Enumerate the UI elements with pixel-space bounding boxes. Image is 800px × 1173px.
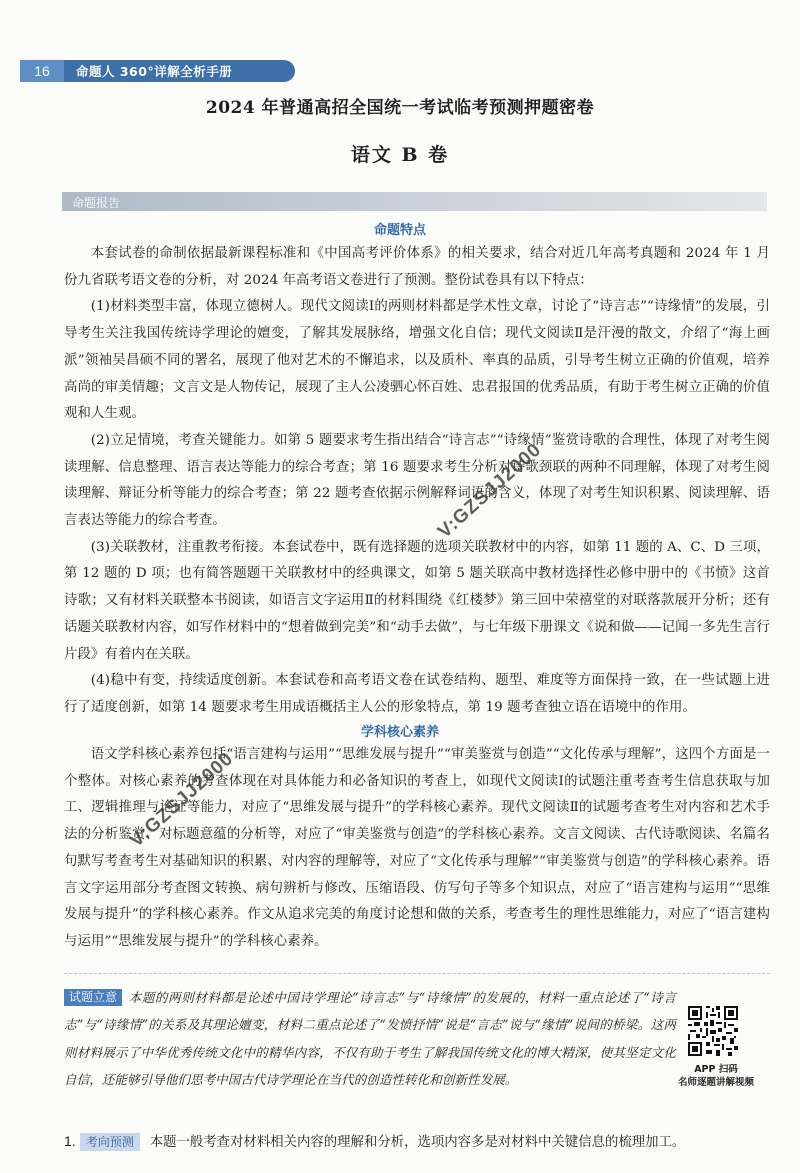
intent-text: 本题的两则材料都是论述中国诗学理论“诗言志”与“诗缘情”的发展的，材料一重点论述了“诗言志”与“诗缘情”的关系及其理论嬗变，材料二重点论述了“发愤抒情”说是“言志”说与“缘情”说间的桥梁。这两则材料展示了中华优秀传统文化中的精华内容，不仅有助于考生了解我国传统文化的博大精深，使其坚定文化自信，还能够引导他们思考中国古代诗学理论在当代的创造性转化和创新性发展。 (64, 990, 676, 1088)
qr-code-icon[interactable] (688, 1006, 738, 1056)
question-text: 本题一般考查对材料相关内容的理解和分析，选项内容多是对材料中关键信息的梳理加工。 (149, 1135, 686, 1150)
intent-tag: 试题立意 (64, 989, 122, 1006)
features-heading: 命题特点 (373, 223, 426, 238)
qr-label-line1: APP 扫码 (694, 1064, 738, 1075)
intent-note (64, 984, 676, 1094)
question-number: 1. (64, 1133, 76, 1149)
series-label: 命题人 360°详解全析手册 (76, 64, 233, 79)
features-paragraph: (3)关联教材，注重教考衔接。本套试卷中，既有选择题的选项关联教材中的内容，如第 11 题的 A、C、D 三项，第 12 题的 D 项；也有简答题题干关联教材中的经典课文，如第 5 题关联高中教材选择性必修中册中的《书愤》这首诗歌；又有材料关联整本书阅读，如语言文字运用Ⅱ的材料围绕《红楼梦》第三回中荣禧堂的对联落款展开分析；还有话题关联教材内容，如写作材料中的“想着做到完美”和“动手去做”，与七年级下册课文《说和做——记闻一多先生言行片段》有着内在关联。 (64, 539, 770, 662)
question-tag: 考向预测 (80, 1133, 140, 1151)
document-subtitle: 语文 B 卷 (350, 144, 450, 166)
page-number: 16 (20, 60, 64, 82)
features-paragraph: (2)立足情境，考查关键能力。如第 5 题要求考生指出结合“诗言志”“诗缘情”鉴赏诗歌的合理性，体现了对考生阅读理解、信息整理、语言表达等能力的综合考查；第 16 题要求考生分析对诗歌颈联的两种不同理解，体现了对考生阅读理解、辩证分析等能力的综合考查；第 22 题考查依据示例解释词语的含义，体现了对考生知识积累、阅读理解、语言表达等能力的综合考查。 (64, 432, 770, 529)
document-title: 2024 年普通高招全国统一考试临考预测押题密卷 (205, 98, 595, 118)
literacy-paragraph: 语文学科核心素养包括“语言建构与运用”“思维发展与提升”“审美鉴赏与创造”“文化传承与理解”，这四个方面是一个整体。对核心素养的考查体现在对具体能力和必备知识的考查上，如现代文阅读Ⅰ的试题注重考查考生信息获取与加工、逻辑推理与论证等能力，对应了“思维发展与提升”的学科核心素养。现代文阅读Ⅱ的试题考查考生对内容和艺术手法的分析鉴赏、对标题意蕴的分析等，对应了“审美鉴赏与创造”的学科核心素养。文言文阅读、古代诗歌阅读、名篇名句默写考查考生对基础知识的积累、对内容的理解等，对应了“文化传承与理解”“审美鉴赏与创造”的学科核心素养。语言文字运用部分考查图文转换、病句辨析与修改、压缩语段、仿写句子等多个知识点，对应了“语言建构与运用”“思维发展与提升”的学科核心素养。作文从追求完美的角度讨论想和做的关系，考查考生的理性思维能力，对应了“语言建构与运用”“思维发展与提升”的学科核心素养。 (64, 747, 770, 949)
question-line (64, 1130, 770, 1154)
watermark-text: V:GZSJJ2000 (434, 439, 546, 543)
features-paragraph: (1)材料类型丰富，体现立德树人。现代文阅读Ⅰ的两则材料都是学术性文章，讨论了“诗言志”“诗缘情”的发展，引导考生关注我国传统诗学理论的嬗变，了解其发展脉络，增强文化自信；现代文阅读Ⅱ是汗漫的散文，介绍了“海上画派”领袖吴昌硕不同的署名，展现了他对艺术的不懈追求，以及质朴、率真的品质，引导考生树立正确的价值观，培养高尚的审美情趣；文言文是人物传记，展现了主人公凌驷心怀百姓、忠君报国的优秀品质，有助于考生树立正确的价值观和人生观。 (64, 299, 770, 422)
features-body (64, 241, 770, 722)
qr-label-line2: 名师逐题讲解视频 (677, 1077, 754, 1088)
section-divider (64, 973, 770, 974)
literacy-heading: 学科核心素养 (360, 725, 439, 740)
watermark-text: V:GZSJJ2000 (126, 748, 238, 852)
section-label: 命题报告 (72, 196, 121, 210)
header-tab (20, 60, 295, 82)
features-paragraph: 本套试卷的命制依据最新课程标准和《中国高考评价体系》的相关要求，结合对近几年高考真题和 2024 年 1 月份九省联考语文卷的分析，对 2024 年高考语文卷进行了预测。整份试卷具有以下特点： (64, 246, 770, 288)
section-bar (62, 192, 767, 211)
features-paragraph: (4)稳中有变，持续适度创新。本套试卷和高考语文卷在试卷结构、题型、难度等方面保持一致，在一些试题上进行了适度创新，如第 14 题要求考生用成语概括主人公的形象特点，第 19 题考查独立语在语境中的作用。 (64, 673, 770, 715)
literacy-body (64, 742, 770, 956)
